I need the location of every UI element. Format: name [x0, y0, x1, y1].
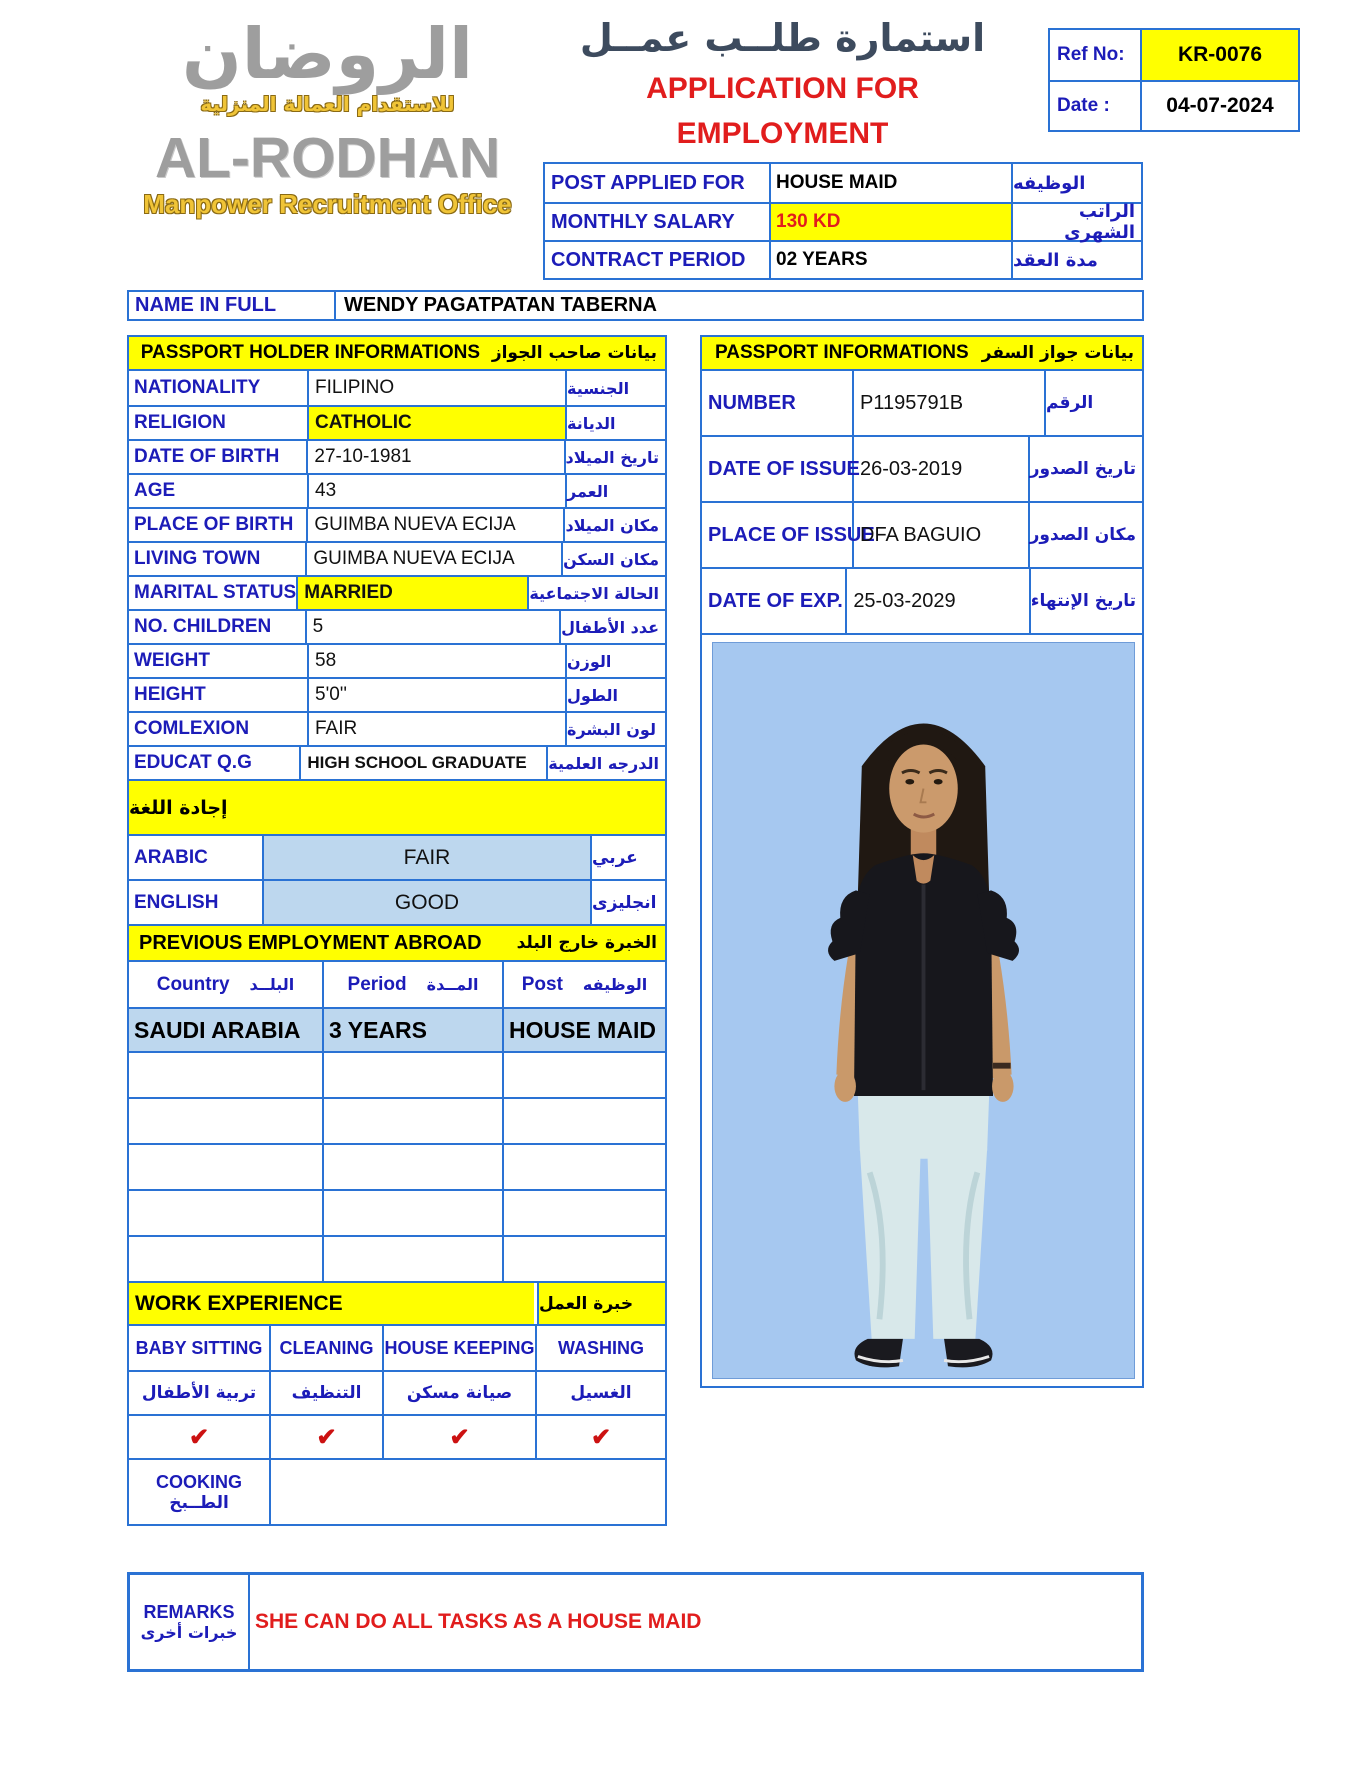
- field-label: RELIGION: [129, 407, 309, 439]
- field-row-place-of-birth: [129, 507, 665, 541]
- field-arabic-label: مكان الصدور: [1029, 525, 1136, 545]
- passport-info-header-ar: بيانات جواز السفر: [981, 343, 1134, 363]
- field-value: DFA BAGUIO: [854, 503, 1030, 567]
- monthly-salary-value: 130 KD: [771, 204, 1013, 240]
- skill-baby-sitting-ar: تربية الأطفال: [129, 1372, 271, 1414]
- field-arabic-label: لون البشرة: [567, 719, 656, 739]
- field-arabic-label: الطول: [567, 685, 618, 705]
- logo-arabic-name: الروضان: [181, 13, 473, 95]
- language-row-english: [127, 881, 667, 926]
- field-value: 27-10-1981: [308, 441, 565, 473]
- field-row-age: [129, 473, 665, 507]
- language-level: FAIR: [264, 836, 592, 879]
- field-value: P1195791B: [854, 371, 1046, 435]
- form-title-english: [545, 66, 1020, 156]
- column-country-ar: البلــد: [249, 975, 295, 994]
- contract-period-row: [545, 240, 1141, 278]
- field-arabic-label: العمر: [567, 481, 609, 501]
- form-title-english-line1: APPLICATION FOR: [646, 72, 919, 105]
- previous-employment-empty-row: [127, 1099, 667, 1145]
- skill-baby-sitting: BABY SITTING: [129, 1326, 271, 1370]
- skill-cooking-en: COOKING: [155, 1471, 242, 1492]
- post-applied-row: [545, 164, 1141, 202]
- work-experience-header-en: WORK EXPERIENCE: [129, 1283, 537, 1324]
- field-row-complexion: [129, 711, 665, 745]
- field-arabic-label: عدد الأطفال: [561, 617, 659, 637]
- field-value: 25-03-2029: [847, 569, 1030, 633]
- field-arabic-label: مكان السكن: [563, 549, 659, 569]
- field-value: 43: [309, 475, 567, 507]
- company-logo: [125, 13, 530, 220]
- contract-period-arabic-label: مدة العقد: [1013, 249, 1098, 271]
- field-arabic-label: تاريخ الميلاد: [565, 447, 659, 467]
- previous-employment-empty-row: [127, 1237, 667, 1283]
- previous-employment-empty-row: [127, 1191, 667, 1237]
- passport-info-header: [700, 335, 1144, 371]
- skill-washing: WASHING: [557, 1337, 644, 1358]
- field-value: CATHOLIC: [309, 407, 567, 439]
- field-value: GUIMBA NUEVA ECIJA: [307, 543, 563, 575]
- passport-holder-header-en: PASSPORT HOLDER INFORMATIONS: [140, 342, 480, 363]
- remarks-label-ar: خبرات أخرى: [140, 1623, 238, 1642]
- work-experience-skill-names: [127, 1326, 667, 1372]
- post-applied-arabic-label: الوظيفه: [1013, 172, 1086, 194]
- column-period: [324, 962, 504, 1007]
- post-applied-label: POST APPLIED FOR: [545, 164, 771, 202]
- field-arabic-label: مكان الميلاد: [565, 515, 659, 535]
- post-applied-table: [543, 162, 1143, 280]
- skill-house-keeping-ar: صيانة مسكن: [384, 1372, 537, 1414]
- checkmark-icon: ✔: [271, 1416, 384, 1458]
- date-label: Date :: [1050, 82, 1142, 130]
- form-body: [127, 290, 1144, 1672]
- cooking-empty-cell: [271, 1460, 665, 1524]
- post-applied-value: HOUSE MAID: [771, 164, 1013, 202]
- skill-cooking: [129, 1460, 271, 1524]
- passport-number-row: [700, 371, 1144, 437]
- field-arabic-label: الوزن: [567, 651, 612, 671]
- field-label: LIVING TOWN: [129, 543, 307, 575]
- entry-country: SAUDI ARABIA: [129, 1009, 324, 1051]
- field-value: 26-03-2019: [854, 437, 1030, 501]
- language-label: ARABIC: [129, 836, 264, 879]
- language-arabic-label: عربي: [592, 847, 638, 868]
- reference-table: [1048, 28, 1300, 132]
- field-arabic-label: تاريخ الإنتهاء: [1030, 591, 1136, 611]
- monthly-salary-label: MONTHLY SALARY: [545, 204, 771, 240]
- logo-latin-name: AL-RODHAN: [154, 125, 501, 190]
- remarks-row: [127, 1572, 1144, 1672]
- field-value: 5'0'': [309, 679, 567, 711]
- column-post: [504, 962, 665, 1007]
- skill-cleaning: CLEANING: [271, 1326, 384, 1370]
- field-label: PLACE OF BIRTH: [129, 509, 308, 541]
- skill-cooking-ar: الطــبخ: [169, 1492, 229, 1513]
- date-of-expiry-row: [700, 569, 1144, 635]
- passport-holder-panel: [127, 335, 667, 1526]
- passport-holder-fields: [127, 371, 667, 781]
- entry-post: HOUSE MAID: [504, 1009, 665, 1051]
- passport-info-header-en: PASSPORT INFORMATIONS: [715, 342, 969, 363]
- language-label: ENGLISH: [129, 881, 264, 924]
- contract-period-label: CONTRACT PERIOD: [545, 242, 771, 278]
- cooking-row: [127, 1460, 667, 1526]
- field-label: AGE: [129, 475, 309, 507]
- applicant-photo-cell: [700, 635, 1144, 1388]
- field-row-marital-status: [129, 575, 665, 609]
- date-of-issue-row: [700, 437, 1144, 503]
- form-header: [0, 0, 1371, 290]
- checkmark-icon: ✔: [590, 1423, 612, 1451]
- skill-house-keeping: HOUSE KEEPING: [384, 1326, 537, 1370]
- field-value: 5: [307, 611, 562, 643]
- place-of-issue-row: [700, 503, 1144, 569]
- field-value: MARRIED: [298, 577, 529, 609]
- field-value: 58: [309, 645, 567, 677]
- work-experience-header: [127, 1283, 667, 1326]
- field-value: HIGH SCHOOL GRADUATE: [301, 747, 548, 779]
- field-arabic-label: الحالة الاجتماعية: [529, 583, 659, 603]
- applicant-photo-illustration: [713, 643, 1134, 1378]
- skill-cleaning-ar: التنظيف: [271, 1372, 384, 1414]
- column-post-ar: الوظيفه: [582, 975, 648, 994]
- previous-employment-empty-row: [127, 1145, 667, 1191]
- field-label: HEIGHT: [129, 679, 309, 711]
- field-label: NO. CHILDREN: [129, 611, 307, 643]
- field-label: EDUCAT Q.G: [129, 747, 301, 779]
- ref-no-label: Ref No:: [1050, 30, 1142, 80]
- field-label: DATE OF ISSUE: [702, 437, 854, 501]
- field-arabic-label: تاريخ الصدور: [1029, 459, 1136, 479]
- monthly-salary-row: [545, 201, 1141, 243]
- field-row-weight: [129, 643, 665, 677]
- column-post-en: Post: [521, 973, 563, 995]
- language-row-arabic: [127, 836, 667, 881]
- passport-holder-header-ar: بيانات صاحب الجواز: [491, 343, 657, 363]
- ref-no-row: [1050, 30, 1298, 80]
- field-label: WEIGHT: [129, 645, 309, 677]
- field-row-education: [129, 745, 665, 779]
- work-experience-skill-arabic-names: [127, 1372, 667, 1416]
- field-arabic-label: الرقم: [1046, 393, 1094, 413]
- skill-washing-ar: الغسيل: [570, 1383, 632, 1403]
- previous-employment-header-ar: الخبرة خارج البلد: [516, 933, 657, 953]
- work-experience-checkmarks: [127, 1416, 667, 1460]
- date-row: [1050, 80, 1298, 130]
- applicant-photo: [712, 642, 1135, 1379]
- name-label: NAME IN FULL: [129, 292, 336, 319]
- field-row-height: [129, 677, 665, 711]
- passport-holder-header: [127, 335, 667, 371]
- previous-employment-empty-row: [127, 1053, 667, 1099]
- language-level: GOOD: [264, 881, 592, 924]
- remarks-label-en: REMARKS: [143, 1602, 235, 1622]
- ref-no-value: KR-0076: [1142, 30, 1298, 80]
- checkmark-icon: ✔: [129, 1416, 271, 1458]
- field-label: NUMBER: [702, 371, 854, 435]
- form-title-block: [545, 16, 1020, 156]
- work-experience-header-ar: خبرة العمل: [537, 1283, 665, 1324]
- remarks-value: SHE CAN DO ALL TASKS AS A HOUSE MAID: [255, 1610, 702, 1633]
- checkmark-icon: ✔: [384, 1416, 537, 1458]
- column-country: [129, 962, 324, 1007]
- column-period-en: Period: [347, 973, 407, 995]
- field-row-date-of-birth: [129, 439, 665, 473]
- column-period-ar: المــدة: [426, 975, 479, 994]
- field-label: DATE OF EXP.: [702, 569, 847, 633]
- field-row-religion: [129, 405, 665, 439]
- column-country-en: Country: [156, 973, 230, 995]
- logo-latin-tagline: Manpower Recruitment Office: [143, 188, 512, 219]
- logo-arabic-tagline: للاستقدام العمالة المنزلية: [200, 91, 455, 116]
- field-arabic-label: الجنسية: [567, 378, 630, 398]
- form-title-arabic: استمارة طلــب عمــل: [579, 16, 986, 60]
- language-proficiency-header: إجادة اللغة: [127, 781, 667, 836]
- field-row-living-town: [129, 541, 665, 575]
- remarks-label: [130, 1575, 250, 1669]
- previous-employment-entry-row: [127, 1009, 667, 1053]
- contract-period-value: 02 YEARS: [771, 242, 1013, 278]
- date-value: 04-07-2024: [1166, 94, 1274, 117]
- field-label: PLACE OF ISSUE: [702, 503, 854, 567]
- form-title-english-line2: EMPLOYMENT: [676, 117, 889, 150]
- field-arabic-label: الديانة: [567, 413, 616, 433]
- entry-period: 3 YEARS: [324, 1009, 504, 1051]
- previous-employment-column-headers: [127, 962, 667, 1009]
- previous-employment-header-en: PREVIOUS EMPLOYMENT ABROAD: [139, 931, 482, 954]
- field-row-no-children: [129, 609, 665, 643]
- passport-info-panel: [700, 335, 1144, 1388]
- field-value: FAIR: [309, 713, 567, 745]
- name-value: WENDY PAGATPATAN TABERNA: [344, 294, 657, 316]
- field-row-nationality: [129, 371, 665, 405]
- field-value: GUIMBA NUEVA ECIJA: [308, 509, 565, 541]
- field-label: NATIONALITY: [129, 371, 309, 405]
- name-row: [127, 290, 1144, 321]
- previous-employment-header: [127, 926, 667, 962]
- field-label: DATE OF BIRTH: [129, 441, 308, 473]
- monthly-salary-arabic-label: الراتب الشهرى: [1064, 201, 1135, 243]
- field-label: COMLEXION: [129, 713, 309, 745]
- field-label: MARITAL STATUS: [129, 577, 298, 609]
- field-arabic-label: الدرجه العلمية: [548, 753, 659, 773]
- language-arabic-label: انجليزى: [592, 892, 657, 913]
- field-value: FILIPINO: [309, 371, 567, 405]
